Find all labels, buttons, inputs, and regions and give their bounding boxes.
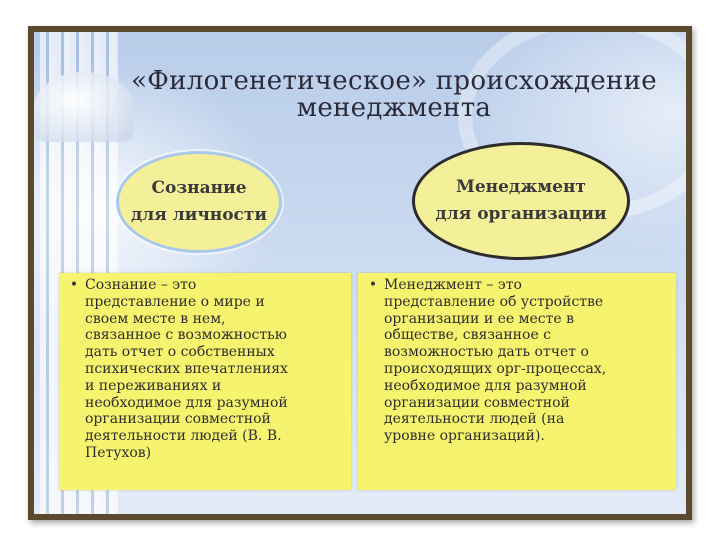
bullet-item [362, 277, 672, 445]
slide-title [94, 68, 686, 122]
oval-consciousness [116, 151, 282, 253]
oval-management-line-2: для организации [435, 204, 607, 224]
definition-box-consciousness [59, 273, 351, 490]
oval-management [412, 142, 630, 260]
bullet-item [63, 277, 347, 462]
oval-consciousness-line-1: Сознание [151, 178, 247, 198]
slide [34, 32, 686, 514]
slide-title-line-2: менеджмента [296, 93, 492, 123]
oval-consciousness-line-2: для личности [130, 205, 268, 225]
slide-frame [28, 26, 692, 520]
oval-management-line-1: Менеджмент [456, 177, 586, 197]
bullet-icon: • [368, 277, 378, 293]
definition-text-management: Менеджмент – это представление об устройстве организации и ее месте в обществе, связанное с возможностью дать отчет о происходящих орг-процессах, необходимое для разумной организации совместной деятельности людей (на уровне организаций). [384, 277, 607, 445]
slide-title-line-1: «Филогенетическое» происхождение [131, 66, 657, 96]
bullet-icon: • [69, 277, 79, 293]
definition-box-management [358, 273, 676, 490]
definition-text-consciousness: Сознание – это представление о мире и своем месте в нем, связанное с возможностью дать отчет о собственных психических впечатлениях и переживаниях и необходимое для разумной организации совместной деятельности людей (В. В. Петухов) [85, 277, 288, 461]
